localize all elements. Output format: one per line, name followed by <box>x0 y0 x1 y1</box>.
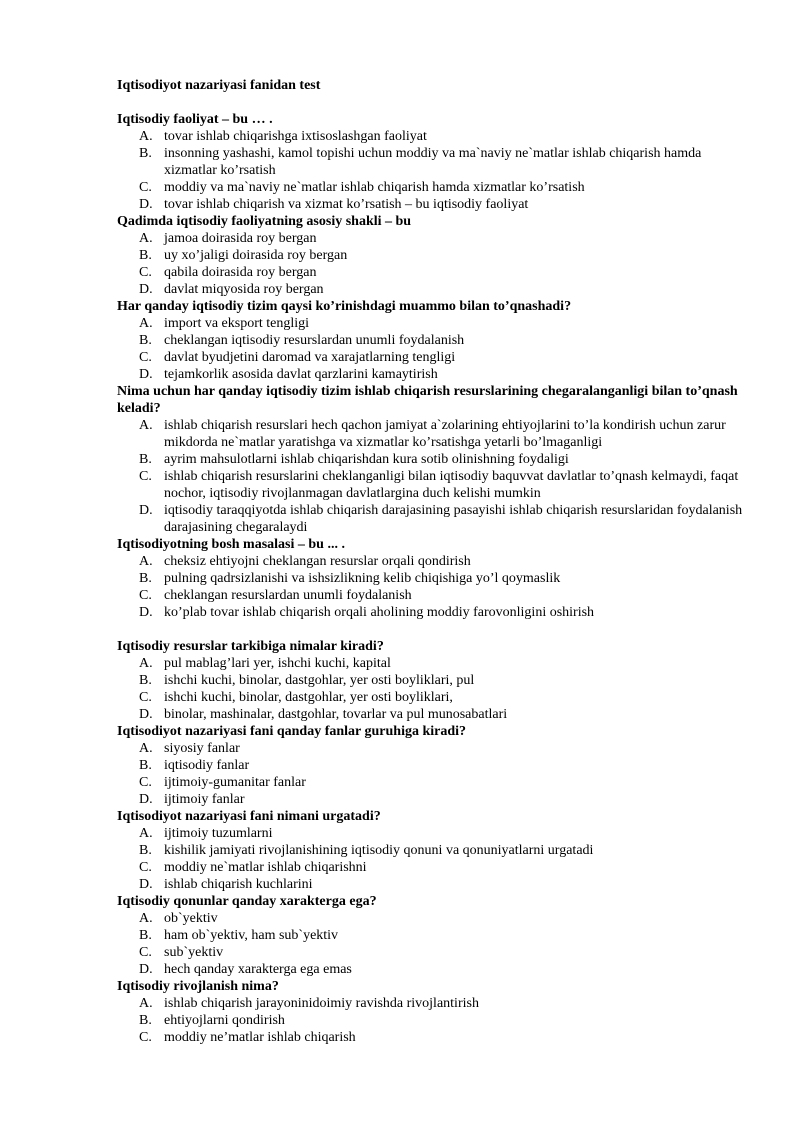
answer-options <box>117 655 747 723</box>
question-block <box>117 213 747 298</box>
option-text: ehtiyojlarni qondirish <box>164 1013 285 1028</box>
option-letter: C. <box>139 860 152 875</box>
option-text: iqtisodiy fanlar <box>164 758 250 773</box>
option-letter: A. <box>139 741 153 756</box>
question-list <box>117 94 747 1046</box>
option-text: sub`yektiv <box>164 945 224 960</box>
option-text: ayrim mahsulotlarni ishlab chiqarishdan kura sotib olinishning foydaligi <box>164 452 569 467</box>
question-block <box>117 298 747 383</box>
option-text: tovar ishlab chiqarishga ixtisoslashgan faoliyat <box>164 129 427 144</box>
option-text: moddiy ne`matlar ishlab chiqarishni <box>164 860 367 875</box>
answer-option <box>117 247 747 264</box>
option-text: siyosiy fanlar <box>164 741 240 756</box>
answer-option <box>117 587 747 604</box>
answer-option <box>117 451 747 468</box>
option-letter: B. <box>139 928 152 943</box>
option-letter: B. <box>139 248 152 263</box>
answer-option <box>117 332 747 349</box>
option-text: ishchi kuchi, binolar, dastgohlar, yer osti boyliklari, pul <box>164 673 475 688</box>
option-text: import va eksport tengligi <box>164 316 310 331</box>
answer-option <box>117 791 747 808</box>
answer-option <box>117 468 747 502</box>
option-text: ijtimoiy-gumanitar fanlar <box>164 775 306 790</box>
question-block <box>117 383 747 536</box>
answer-option <box>117 145 747 179</box>
option-text: ishlab chiqarish jarayoninidoimiy ravishda rivojlantirish <box>164 996 479 1011</box>
option-letter: A. <box>139 996 153 1011</box>
document-title: Iqtisodiyot nazariyasi fanidan test <box>117 78 321 93</box>
option-letter: C. <box>139 180 152 195</box>
option-letter: A. <box>139 656 153 671</box>
option-text: ishlab chiqarish resurslarini cheklanganligi bilan iqtisodiy baquvvat davlatlar to’qnash kelmaydi, faqat nochor, iqtisodiy rivojlanmagan davlatlargina duch kelishi mumkin <box>164 469 739 501</box>
answer-option <box>117 553 747 570</box>
answer-option <box>117 740 747 757</box>
question-title: Iqtisodiy faoliyat – bu … . <box>117 112 273 127</box>
option-text: moddiy va ma`naviy ne`matlar ishlab chiqarish hamda xizmatlar ko’rsatish <box>164 180 585 195</box>
answer-option <box>117 842 747 859</box>
answer-option <box>117 128 747 145</box>
option-text: moddiy ne’matlar ishlab chiqarish <box>164 1030 356 1045</box>
answer-option <box>117 502 747 536</box>
option-text: ishchi kuchi, binolar, dastgohlar, yer osti boyliklari, <box>164 690 453 705</box>
blank-line <box>117 94 747 111</box>
option-letter: B. <box>139 452 152 467</box>
question-block <box>117 621 747 723</box>
option-text: cheklangan resurslardan unumli foydalanish <box>164 588 412 603</box>
option-letter: C. <box>139 690 152 705</box>
option-letter: A. <box>139 826 153 841</box>
option-letter: D. <box>139 503 153 518</box>
option-text: ishlab chiqarish kuchlarini <box>164 877 313 892</box>
option-letter: A. <box>139 129 153 144</box>
answer-option <box>117 570 747 587</box>
option-letter: A. <box>139 316 153 331</box>
option-text: ijtimoiy tuzumlarni <box>164 826 273 841</box>
answer-option <box>117 910 747 927</box>
question-title: Iqtisodiy rivojlanish nima? <box>117 979 279 994</box>
option-text: hech qanday xarakterga ega emas <box>164 962 352 977</box>
answer-options <box>117 553 747 621</box>
option-text: ob`yektiv <box>164 911 218 926</box>
option-letter: C. <box>139 469 152 484</box>
answer-option <box>117 961 747 978</box>
option-letter: C. <box>139 945 152 960</box>
option-letter: C. <box>139 775 152 790</box>
option-letter: B. <box>139 571 152 586</box>
option-text: ham ob`yektiv, ham sub`yektiv <box>164 928 339 943</box>
blank-line <box>117 621 747 638</box>
option-letter: D. <box>139 197 153 212</box>
option-letter: D. <box>139 282 153 297</box>
question-block <box>117 723 747 808</box>
question-title: Qadimda iqtisodiy faoliyatning asosiy shakli – bu <box>117 214 412 229</box>
document-body <box>117 77 747 1046</box>
answer-option <box>117 1029 747 1046</box>
option-letter: A. <box>139 231 153 246</box>
answer-options <box>117 910 747 978</box>
answer-option <box>117 281 747 298</box>
answer-option <box>117 859 747 876</box>
answer-option <box>117 995 747 1012</box>
option-letter: C. <box>139 588 152 603</box>
option-text: cheksiz ehtiyojni cheklangan resurslar orqali qondirish <box>164 554 471 569</box>
option-letter: B. <box>139 146 152 161</box>
option-letter: A. <box>139 554 153 569</box>
question-title: Iqtisodiyot nazariyasi fani nimani urgatadi? <box>117 809 381 824</box>
answer-option <box>117 774 747 791</box>
answer-option <box>117 655 747 672</box>
answer-option <box>117 1012 747 1029</box>
answer-options <box>117 740 747 808</box>
answer-option <box>117 604 747 621</box>
option-letter: C. <box>139 1030 152 1045</box>
option-letter: C. <box>139 265 152 280</box>
option-letter: A. <box>139 911 153 926</box>
answer-option <box>117 366 747 383</box>
option-text: davlat byudjetini daromad va xarajatlarning tengligi <box>164 350 456 365</box>
answer-option <box>117 264 747 281</box>
option-text: insonning yashashi, kamol topishi uchun moddiy va ma`naviy ne`matlar ishlab chiqarish hamda xizmatlar ko’rsatish <box>164 146 702 178</box>
answer-option <box>117 876 747 893</box>
option-text: qabila doirasida roy bergan <box>164 265 317 280</box>
answer-option <box>117 927 747 944</box>
question-block <box>117 94 747 213</box>
option-letter: B. <box>139 333 152 348</box>
question-title: Har qanday iqtisodiy tizim qaysi ko’rinishdagi muammo bilan to’qnashadi? <box>117 299 572 314</box>
question-block <box>117 893 747 978</box>
answer-option <box>117 196 747 213</box>
option-text: uy xo’jaligi doirasida roy bergan <box>164 248 348 263</box>
answer-options <box>117 128 747 213</box>
option-letter: D. <box>139 877 153 892</box>
answer-option <box>117 349 747 366</box>
option-text: ishlab chiqarish resurslari hech qachon jamiyat a`zolarining ehtiyojlarini to’la kondirish uchun zarur mikdorda ne`matlar yaratishga va xizmatlar ko’rsatishga yetarli bo’lmaganligi <box>164 418 726 450</box>
answer-option <box>117 315 747 332</box>
option-text: ko’plab tovar ishlab chiqarish orqali aholining moddiy farovonligini oshirish <box>164 605 595 620</box>
option-letter: D. <box>139 707 153 722</box>
question-title: Iqtisodiy qonunlar qanday xarakterga ega? <box>117 894 377 909</box>
answer-options <box>117 315 747 383</box>
answer-option <box>117 179 747 196</box>
option-text: tovar ishlab chiqarish va xizmat ko’rsatish – bu iqtisodiy faoliyat <box>164 197 529 212</box>
answer-option <box>117 944 747 961</box>
question-title: Iqtisodiyotning bosh masalasi – bu ... . <box>117 537 345 552</box>
option-text: tejamkorlik asosida davlat qarzlarini kamaytirish <box>164 367 438 382</box>
option-letter: D. <box>139 367 153 382</box>
option-letter: A. <box>139 418 153 433</box>
option-text: iqtisodiy taraqqiyotda ishlab chiqarish darajasining pasayishi ishlab chiqarish resurslaridan foydalanish darajasining chegaralaydi <box>164 503 743 535</box>
option-letter: B. <box>139 1013 152 1028</box>
question-block <box>117 978 747 1046</box>
option-letter: D. <box>139 962 153 977</box>
answer-options <box>117 825 747 893</box>
option-letter: B. <box>139 758 152 773</box>
option-text: pul mablag’lari yer, ishchi kuchi, kapital <box>164 656 391 671</box>
option-letter: B. <box>139 843 152 858</box>
option-text: jamoa doirasida roy bergan <box>164 231 317 246</box>
answer-option <box>117 417 747 451</box>
answer-options <box>117 417 747 536</box>
answer-option <box>117 672 747 689</box>
answer-option <box>117 689 747 706</box>
option-text: kishilik jamiyati rivojlanishining iqtisodiy qonuni va qonuniyatlarni urgatadi <box>164 843 594 858</box>
answer-option <box>117 825 747 842</box>
question-title: Nima uchun har qanday iqtisodiy tizim ishlab chiqarish resurslarining chegaralanganligi bilan to’qnash keladi? <box>117 384 738 416</box>
answer-options <box>117 230 747 298</box>
answer-option <box>117 230 747 247</box>
option-letter: C. <box>139 350 152 365</box>
option-letter: D. <box>139 605 153 620</box>
question-block <box>117 808 747 893</box>
question-title: Iqtisodiyot nazariyasi fani qanday fanlar guruhiga kiradi? <box>117 724 467 739</box>
option-text: binolar, mashinalar, dastgohlar, tovarlar va pul munosabatlari <box>164 707 508 722</box>
option-text: davlat miqyosida roy bergan <box>164 282 324 297</box>
option-text: ijtimoiy fanlar <box>164 792 245 807</box>
answer-option <box>117 706 747 723</box>
option-text: cheklangan iqtisodiy resurslardan unumli foydalanish <box>164 333 465 348</box>
question-block <box>117 536 747 621</box>
option-letter: D. <box>139 792 153 807</box>
option-letter: B. <box>139 673 152 688</box>
answer-options <box>117 995 747 1046</box>
answer-option <box>117 757 747 774</box>
question-title: Iqtisodiy resurslar tarkibiga nimalar kiradi? <box>117 639 384 654</box>
option-text: pulning qadrsizlanishi va ishsizlikning kelib chiqishiga yo’l qoymaslik <box>164 571 561 586</box>
